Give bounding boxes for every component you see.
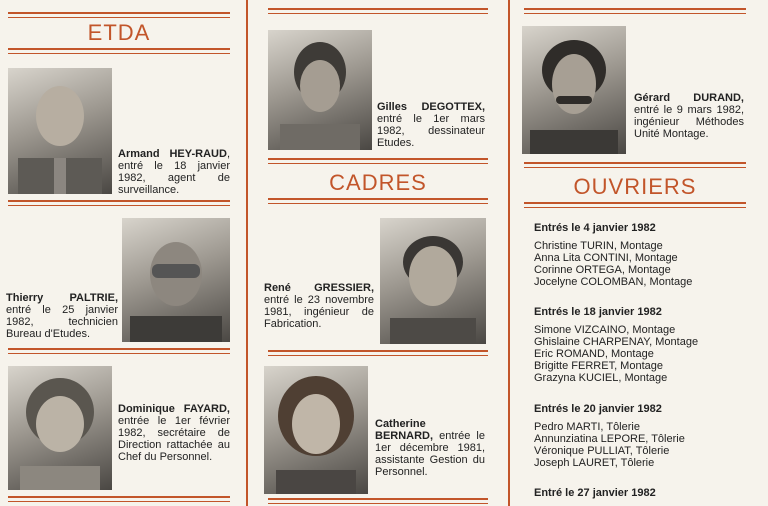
column-divider [246,0,248,506]
degottex-photo [268,30,372,150]
section-rule [524,162,746,168]
entry-rule [8,200,230,206]
list-item: Ghislaine CHARPENAY, Montage [534,336,699,348]
list-item: Véronique PULLIAT, Tôlerie [534,445,670,457]
entry-rule [8,348,230,354]
list-item: Eric ROMAND, Montage [534,348,654,360]
group-heading: Entrés le 20 janvier 1982 [534,403,662,415]
heyraud-photo [8,68,112,194]
heyraud-caption: Armand HEY-RAUD, entré le 18 janvier 1982, agent de surveillance. [118,148,230,196]
durand-photo [522,26,626,154]
entry-rule [8,496,230,502]
entry-rule [268,498,488,504]
section-rule [268,158,488,164]
etda-title: ETDA [87,20,151,45]
list-item: Jocelyne COLOMBAN, Montage [534,276,693,288]
column-divider [508,0,510,506]
section-rule [524,202,746,208]
group-list [534,324,698,384]
section-rule [8,48,230,54]
list-item: Christine TURIN, Montage [534,240,663,252]
fayard-photo [8,366,112,490]
fayard-caption: Dominique FAYARD, entrée le 1er février 1982, secrétaire de Direction rattachée au Chef du Personnel. [118,403,230,463]
list-item: Grazyna KUCIEL, Montage [534,372,668,384]
list-item: Pedro MARTI, Tôlerie [534,421,640,433]
list-item: Anna Lita CONTINI, Montage [534,252,678,264]
list-item: Simone VIZCAINO, Montage [534,324,676,336]
paltrie-photo [122,218,230,342]
group-list [534,240,692,288]
entry-rule [524,8,746,14]
durand-caption: Gérard DURAND, entré le 9 mars 1982, ingénieur Méthodes Unité Montage. [634,92,744,140]
paltrie-caption: Thierry PALTRIE, entré le 25 janvier 1982, technicien Bureau d'Etudes. [6,292,118,340]
degottex-caption: Gilles DEGOTTEX, entré le 1er mars 1982, dessinateur Etudes. [377,101,485,149]
cadres-title: CADRES [329,170,427,195]
gressier-photo [380,218,486,344]
section-rule [8,12,230,18]
ouvriers-title: OUVRIERS [573,174,697,199]
entry-rule [268,8,488,14]
group-heading: Entrés le 4 janvier 1982 [534,222,656,234]
group-heading: Entrés le 18 janvier 1982 [534,306,662,318]
section-rule [268,198,488,204]
gressier-caption: René GRESSIER, entré le 23 novembre 1981, ingénieur de Fabrication. [264,282,374,330]
list-item: Joseph LAURET, Tôlerie [534,457,655,469]
list-item: Brigitte FERRET, Montage [534,360,663,372]
list-item: Corinne ORTEGA, Montage [534,264,671,276]
list-item: Annunziatina LEPORE, Tôlerie [534,433,685,445]
bernard-caption: Catherine BERNARD, entrée le 1er décembre 1981, assistante Gestion du Personnel. [375,418,485,478]
bernard-photo [264,366,368,494]
group-list [534,421,685,469]
group-heading: Entré le 27 janvier 1982 [534,487,656,499]
entry-rule [268,350,488,356]
